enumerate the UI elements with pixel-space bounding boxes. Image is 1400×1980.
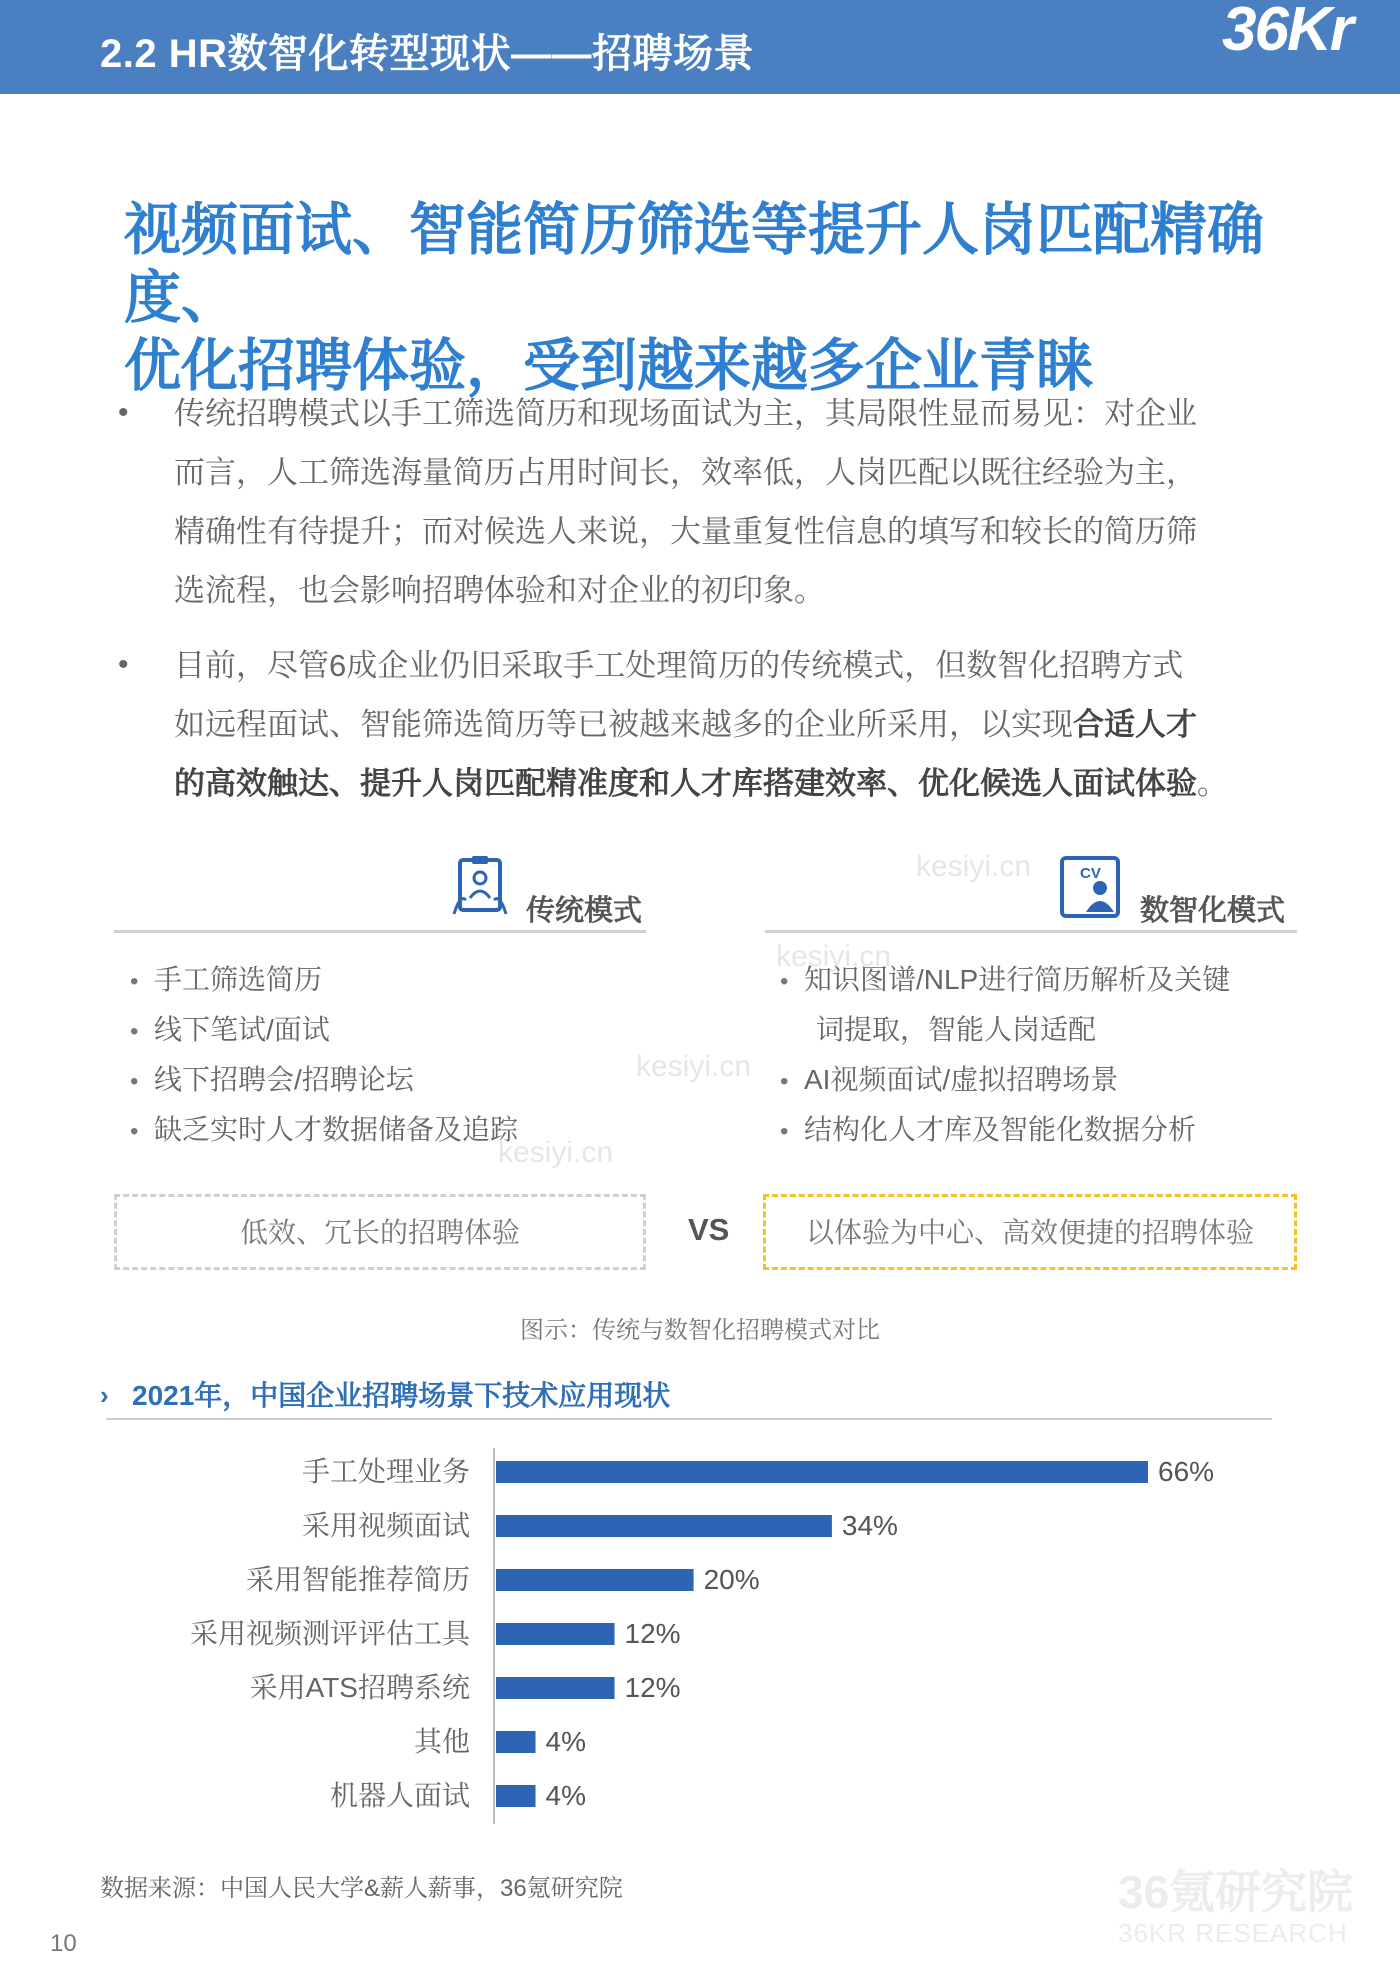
chart-value-label: 4% (545, 1780, 586, 1811)
chart-category-label: 采用智能推荐简历 (245, 1564, 470, 1595)
headline-line-1: 视频面试、智能简历筛选等提升人岗匹配精确度、 (124, 198, 1264, 330)
watermark-text: kesiyi.cn (498, 1136, 614, 1169)
watermark-36kr-en: 36KR RESEARCH (1118, 1918, 1348, 1948)
list-item (130, 1060, 518, 1110)
list-item-text: AI视频面试/虚拟招聘场景 (803, 1064, 1119, 1095)
chart-value-label: 12% (624, 1618, 681, 1649)
chart-value-label: 34% (841, 1510, 898, 1541)
bullet-dot-icon: • (780, 1118, 789, 1145)
paragraph-text: 。 (1197, 766, 1228, 801)
paragraph-line: 传统招聘模式以手工筛选简历和现场面试为主，其局限性显而易见：对企业 (174, 396, 1197, 431)
chart-bar (496, 1731, 536, 1753)
bullet-dot-icon: • (780, 968, 789, 995)
paragraph-line: 而言，人工筛选海量简历占用时间长，效率低，人岗匹配以既往经验为主， (174, 455, 1197, 490)
section-header-title: 2.2 HR数智化转型现状——招聘场景 (100, 32, 754, 76)
paragraph-line: 选流程，也会影响招聘体验和对企业的初印象。 (174, 573, 825, 608)
chart-category-label: 手工处理业务 (301, 1456, 470, 1487)
divider-line (765, 930, 1297, 933)
list-item (780, 960, 1230, 1010)
chart-bar (496, 1623, 615, 1645)
digital-mode-list (780, 960, 1230, 1160)
bullet-dot-icon: • (130, 1068, 139, 1095)
list-item-text: 缺乏实时人才数据储备及追踪 (153, 1114, 518, 1145)
bar-chart (0, 1440, 1400, 1845)
paragraph-line: 目前，尽管6成企业仍旧采取手工处理简历的传统模式，但数智化招聘方式 (174, 648, 1184, 683)
list-item-text: 词提取，智能人岗适配 (816, 1014, 1097, 1045)
traditional-mode-list (130, 960, 518, 1160)
clipboard-person-icon (452, 854, 514, 925)
bullet-dot-icon: • (780, 1068, 789, 1095)
traditional-mode-title: 传统模式 (526, 895, 643, 927)
bullet-dot-icon: • (130, 1118, 139, 1145)
chart-category-label: 采用视频面试 (301, 1510, 470, 1541)
list-item (130, 960, 518, 1010)
bullet-paragraph-1 (174, 384, 1284, 620)
brand-logo: 36Kr (1222, 0, 1352, 64)
watermark-text: kesiyi.cn (636, 1050, 752, 1083)
watermark-text: kesiyi.cn (776, 940, 892, 973)
chart-value-label: 20% (703, 1564, 760, 1595)
paragraph-line: 精确性有待提升；而对候选人来说，大量重复性信息的填写和较长的简历筛 (174, 514, 1197, 549)
watermark-text: kesiyi.cn (916, 850, 1032, 883)
chart-category-label: 采用视频测评评估工具 (189, 1618, 470, 1649)
chart-category-label: 其他 (413, 1726, 470, 1757)
chart-bar (496, 1785, 536, 1807)
chart-bar (496, 1461, 1148, 1483)
paragraph-line (174, 695, 1284, 754)
list-item (780, 1110, 1230, 1160)
bullet-dot-icon: • (118, 396, 129, 429)
bullet-dot-icon: • (130, 1018, 139, 1045)
list-item-text: 结构化人才库及智能化数据分析 (803, 1114, 1196, 1145)
paragraph-emphasis: 的高效触达、提升人岗匹配精准度和人才库搭建效率、优化候选人面试体验 (174, 766, 1197, 801)
chart-value-label: 4% (545, 1726, 586, 1757)
data-source: 数据来源：中国人民大学&薪人薪事，36氪研究院 (100, 1875, 623, 1902)
paragraph-text: 如远程面试、智能筛选简历等已被越来越多的企业所采用，以实现 (174, 707, 1073, 742)
cv-icon-label: CV (1080, 865, 1101, 882)
page-number: 10 (50, 1930, 77, 1957)
vs-label: VS (688, 1212, 730, 1247)
watermark-36kr-cn: 36氪研究院 (1118, 1866, 1354, 1918)
page-headline (124, 196, 1354, 400)
bullet-paragraph-2 (174, 636, 1284, 813)
bullet-dot-icon: • (118, 648, 129, 681)
divider-line (106, 1418, 1272, 1420)
chart-section-title: 2021年，中国企业招聘场景下技术应用现状 (132, 1380, 671, 1411)
chart-value-label: 66% (1158, 1456, 1215, 1487)
list-item-text: 手工筛选简历 (153, 964, 322, 995)
list-item-text: 线下招聘会/招聘论坛 (153, 1064, 414, 1095)
chevron-right-icon: › (100, 1380, 109, 1410)
chart-bar (496, 1569, 694, 1591)
bullet-dot-icon: • (130, 968, 139, 995)
paragraph-line (174, 754, 1284, 813)
bar-chart-svg (0, 1440, 1400, 1840)
digital-summary-box: 以体验为中心、高效便捷的招聘体验 (763, 1194, 1297, 1270)
list-item (780, 1060, 1230, 1110)
digital-mode-title: 数智化模式 (1140, 895, 1286, 927)
chart-bar (496, 1515, 832, 1537)
chart-bar (496, 1677, 615, 1699)
figure-caption: 图示：传统与数智化招聘模式对比 (520, 1317, 880, 1344)
list-item-text: 线下笔试/面试 (153, 1014, 330, 1045)
chart-category-label: 机器人面试 (329, 1780, 470, 1811)
chart-value-label: 12% (624, 1672, 681, 1703)
list-item (130, 1010, 518, 1060)
headline-line-2: 优化招聘体验，受到越来越多企业青睐 (124, 334, 1093, 398)
divider-line (114, 930, 646, 933)
chart-category-label: 采用ATS招聘系统 (249, 1672, 470, 1703)
list-item-text: 知识图谱/NLP进行简历解析及关键 (803, 964, 1231, 995)
list-item (130, 1110, 518, 1160)
list-item-continuation (780, 1010, 1230, 1060)
traditional-summary-box: 低效、冗长的招聘体验 (114, 1194, 646, 1270)
cv-icon (1060, 856, 1122, 925)
paragraph-emphasis: 合适人才 (1073, 707, 1197, 742)
